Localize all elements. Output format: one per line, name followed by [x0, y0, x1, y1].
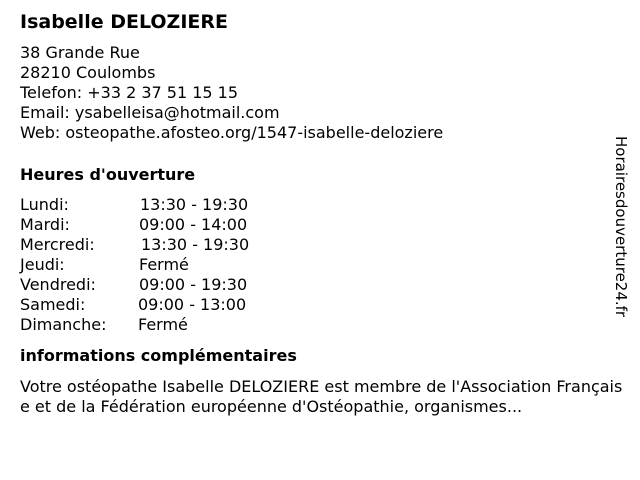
street-address: 38 Grande Rue	[20, 43, 140, 62]
hours-day-label: Samedi:	[20, 295, 86, 314]
hours-row-samedi	[20, 295, 620, 315]
hours-day-label: Vendredi:	[20, 275, 96, 294]
brand-watermark	[610, 136, 632, 346]
hours-time-value: 13:30 - 19:30	[141, 235, 250, 254]
address-block	[20, 43, 620, 143]
hours-row-vendredi	[20, 275, 620, 295]
hours-row-mardi	[20, 215, 620, 235]
hours-time-value: Fermé	[139, 255, 189, 274]
hours-heading: Heures d'ouverture	[20, 165, 196, 184]
hours-day-label: Mardi:	[20, 215, 70, 234]
hours-row-jeudi	[20, 255, 620, 275]
business-name: Isabelle DELOZIERE	[20, 11, 228, 33]
hours-day-label: Mercredi:	[20, 235, 95, 254]
phone-line: Telefon: +33 2 37 51 15 15	[20, 83, 239, 102]
info-description: Votre ostéopathe Isabelle DELOZIERE est membre de l'Association Française et de la Fédération européenne d'Ostéopathie, organismes...	[20, 377, 623, 416]
hours-time-value: Fermé	[138, 315, 188, 334]
hours-time-value: 09:00 - 13:00	[138, 295, 247, 314]
city-address: 28210 Coulombs	[20, 63, 156, 82]
brand-site-name: Horairesdouverture24.fr	[612, 136, 630, 318]
hours-day-label: Lundi:	[20, 195, 69, 214]
info-heading: informations complémentaires	[20, 346, 297, 365]
hours-time-value: 09:00 - 14:00	[139, 215, 248, 234]
email-line: Email: ysabelleisa@hotmail.com	[20, 103, 280, 122]
opening-hours-list	[20, 195, 620, 335]
hours-day-label: Dimanche:	[20, 315, 107, 334]
hours-row-mercredi	[20, 235, 620, 255]
web-line: Web: osteopathe.afosteo.org/1547-isabelle-deloziere	[20, 123, 444, 142]
hours-row-lundi	[20, 195, 620, 215]
hours-time-value: 13:30 - 19:30	[140, 195, 249, 214]
hours-row-dimanche	[20, 315, 620, 335]
hours-day-label: Jeudi:	[20, 255, 65, 274]
hours-time-value: 09:00 - 19:30	[139, 275, 248, 294]
